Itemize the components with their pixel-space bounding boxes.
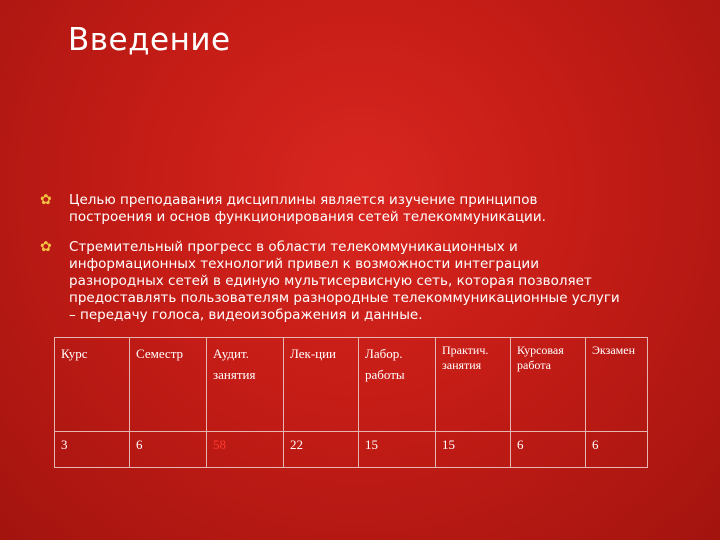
bullet-text-line: построения и основ функционирования сетей телекоммуникации. <box>69 209 546 225</box>
table-cell: 6 <box>511 432 586 468</box>
header-cell-semester: Семестр <box>130 338 207 432</box>
table-cell: 6 <box>130 432 207 468</box>
table-cell: 15 <box>359 432 436 468</box>
table-cell: 15 <box>436 432 511 468</box>
flower-bullet-icon: ✿ <box>40 192 52 208</box>
table-cell-highlighted: 58 <box>207 432 284 468</box>
header-cell-auditorium: Аудит. занятия <box>207 338 284 432</box>
table-cell: 6 <box>586 432 648 468</box>
table-cell: 3 <box>55 432 130 468</box>
slide-title: Введение <box>68 22 231 58</box>
header-cell-lectures: Лек-ции <box>284 338 359 432</box>
table-cell: 22 <box>284 432 359 468</box>
bullet-text-line: Стремительный прогресс в области телекоммуникационных и <box>69 239 518 255</box>
flower-bullet-icon: ✿ <box>40 239 52 255</box>
bullet-list <box>40 192 640 337</box>
bullet-text-line: – передачу голоса, видеоизображения и данные. <box>69 307 423 323</box>
bullet-text-line: Целью преподавания дисциплины является изучение принципов <box>69 192 538 208</box>
bullet-item-progress <box>40 239 640 324</box>
bullet-text-line: разнородных сетей в единую мультисервисную сеть, которая позволяет <box>69 273 592 289</box>
header-cell-coursework: Курсовая работа <box>511 338 586 432</box>
header-cell-labs: Лабор. работы <box>359 338 436 432</box>
header-cell-course: Курс <box>55 338 130 432</box>
header-cell-exam: Экзамен <box>586 338 648 432</box>
bullet-text-line: предоставлять пользователям разнородные телекоммуникационные услуги <box>69 290 620 306</box>
table-row <box>55 432 648 468</box>
bullet-text-line: информационных технологий привел к возможности интеграции <box>69 256 539 272</box>
header-cell-practicals: Практич. занятия <box>436 338 511 432</box>
bullet-item-goal <box>40 192 640 226</box>
table-header-row <box>55 338 648 432</box>
hours-table <box>54 337 648 468</box>
